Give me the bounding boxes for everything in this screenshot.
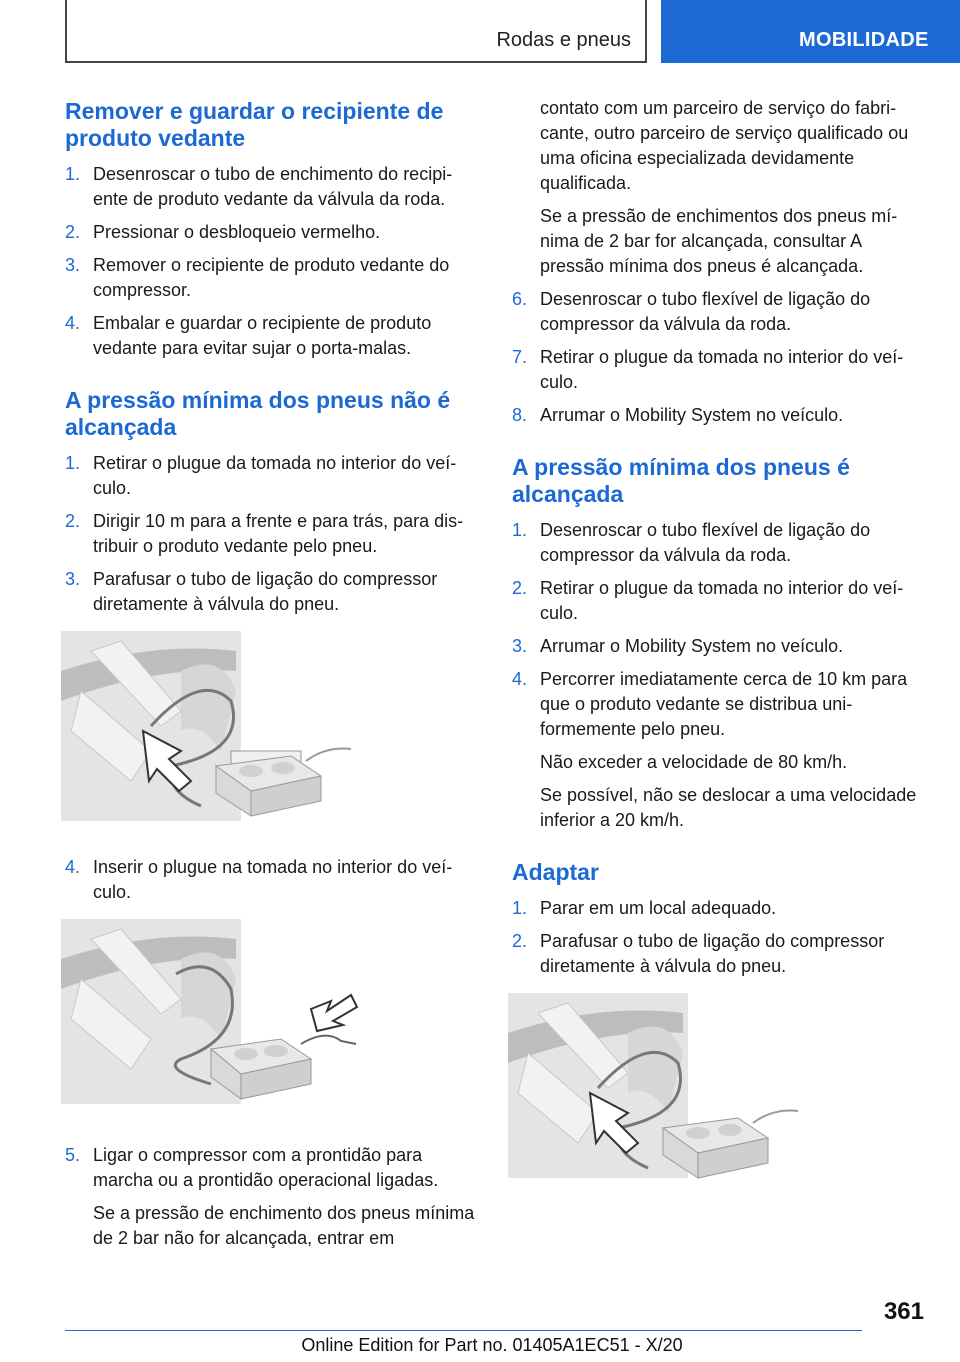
step-number: 2. (512, 578, 528, 598)
paragraph: Se possível, não se deslocar a uma velocidade inferior a 20 km/h. (540, 785, 917, 830)
step-number: 8. (512, 405, 528, 425)
step-number: 2. (65, 222, 81, 242)
step-number: 3. (65, 255, 81, 275)
step-text: Desenroscar o tubo de enchimento do recipiente de produto vedante da válvula da roda. (93, 164, 453, 209)
step-item (512, 345, 927, 395)
section-title-remove-sealant: Remover e guardar o recipiente de produto vedante (65, 98, 444, 151)
step-text: Arrumar o Mobility System no veículo. (540, 636, 844, 656)
step-item (65, 162, 480, 212)
step-number: 4. (512, 669, 528, 689)
step-text: Inserir o plugue na tomada no interior do veículo. (93, 857, 453, 902)
step-number: 3. (65, 569, 81, 589)
left-column (65, 98, 480, 1259)
step-number: 5. (65, 1145, 81, 1165)
step-item (512, 667, 927, 742)
paragraph: Se a pressão de enchimentos dos pneus mínima de 2 bar for alcançada, consultar A pressão mínima dos pneus é alcançada. (540, 206, 898, 276)
step-text: Remover o recipiente de produto vedante do compressor. (93, 255, 450, 300)
step-number: 2. (65, 511, 81, 531)
paragraph: Não exceder a velocidade de 80 km/h. (540, 752, 848, 772)
step-item (512, 896, 927, 921)
step-item (512, 634, 927, 659)
step-number: 1. (65, 164, 81, 184)
step-text: Desenroscar o tubo flexível de ligação do compressor da válvula da roda. (540, 289, 871, 334)
step-text: Retirar o plugue da tomada no interior do veículo. (540, 578, 904, 623)
illustration-plug-socket (61, 919, 480, 1129)
step-item (512, 403, 927, 428)
step-text: Arrumar o Mobility System no veículo. (540, 405, 844, 425)
step-text: Retirar o plugue da tomada no interior do veículo. (540, 347, 904, 392)
step-item (512, 287, 927, 337)
step-number: 3. (512, 636, 528, 656)
footer-edition: Online Edition for Part no. 01405A1EC51 - X/20 (301, 1335, 683, 1355)
step-text: Parafusar o tubo de ligação do compressor diretamente à válvula do pneu. (93, 569, 438, 614)
step-item (512, 518, 927, 568)
step-item (65, 1143, 480, 1193)
step-text: Embalar e guardar o recipiente de produto vedante para evitar sujar o porta-malas. (93, 313, 432, 358)
section-title-pressure-not-reached: A pressão mínima dos pneus não é alcançada (65, 387, 451, 440)
step-item (65, 220, 480, 245)
step-text: Pressionar o desbloqueio vermelho. (93, 222, 381, 242)
step-item (512, 929, 927, 979)
step-number: 1. (512, 520, 528, 540)
step-text: Parafusar o tubo de ligação do compressor diretamente à válvula do pneu. (540, 931, 885, 976)
step-number: 4. (65, 857, 81, 877)
section-title-pressure-reached: A pressão mínima dos pneus é alcançada (512, 454, 850, 507)
paragraph: contato com um parceiro de serviço do fabricante, outro parceiro de serviço qualificado ou uma oficina especializada devidamente qualificada. (540, 98, 909, 193)
step-text: Percorrer imediatamente cerca de 10 km para que o produto vedante se distribua uniformemente pelo pneu. (540, 669, 908, 739)
step-item (65, 855, 480, 905)
step-item (512, 576, 927, 626)
section-title-adapt: Adaptar (512, 859, 599, 885)
step-number: 2. (512, 931, 528, 951)
illustration-compressor-valve (61, 631, 480, 841)
right-column (512, 96, 927, 1217)
step-text: Retirar o plugue da tomada no interior do veículo. (93, 453, 457, 498)
illustration-compressor-valve-adapt (508, 993, 927, 1203)
footer-divider (65, 1330, 862, 1331)
step-item (65, 311, 480, 361)
step-text: Parar em um local adequado. (540, 898, 777, 918)
step-number: 7. (512, 347, 528, 367)
paragraph: Se a pressão de enchimento dos pneus mínima de 2 bar não for alcançada, entrar em (93, 1203, 475, 1248)
page-number: 361 (883, 1298, 924, 1325)
step-text: Desenroscar o tubo flexível de ligação do compressor da válvula da roda. (540, 520, 871, 565)
header-section-box (65, 0, 647, 63)
step-text: Dirigir 10 m para a frente e para trás, para distribuir o produto vedante pelo pneu. (93, 511, 464, 556)
header-chapter-tab: MOBILIDADE (661, 0, 960, 63)
step-number: 6. (512, 289, 528, 309)
header-section-title: Rodas e pneus (496, 29, 631, 51)
step-number: 4. (65, 313, 81, 333)
step-item (65, 509, 480, 559)
step-item (65, 451, 480, 501)
step-item (65, 567, 480, 617)
step-item (65, 253, 480, 303)
step-text: Ligar o compressor com a prontidão para marcha ou a prontidão operacional ligadas. (93, 1145, 439, 1190)
step-number: 1. (512, 898, 528, 918)
step-number: 1. (65, 453, 81, 473)
